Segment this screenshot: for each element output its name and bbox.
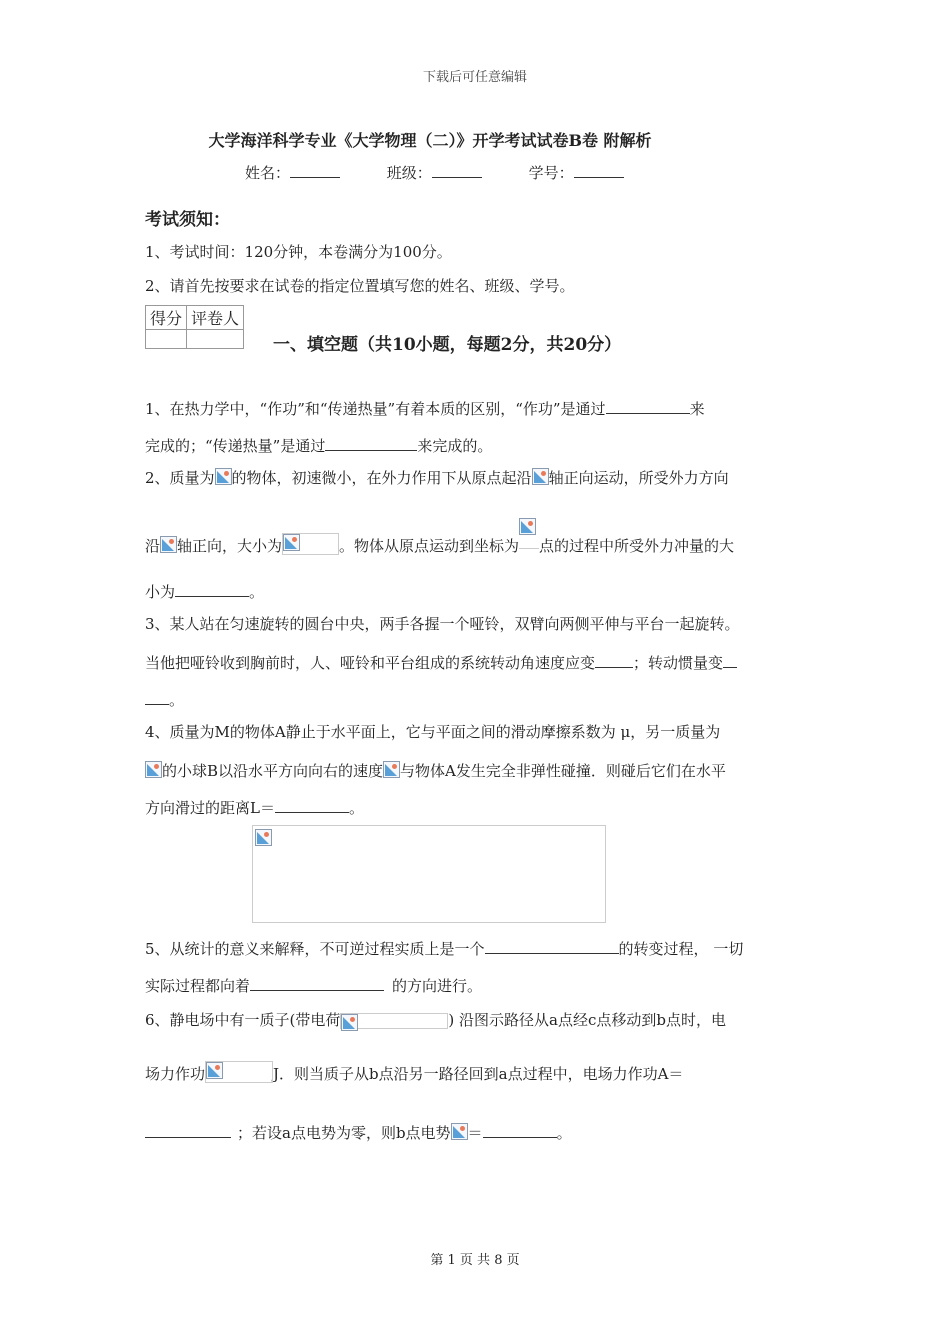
question-4-line-1: 4、质量为M的物体A静止于水平面上，它与平面之间的滑动摩擦系数为 μ，另一质量为 xyxy=(145,723,721,741)
q2-text: 点的过程中所受外力冲量的大 xyxy=(539,537,735,555)
q6-text: J．则当质子从b点沿另一路径回到a点过程中，电场力作功A＝ xyxy=(273,1065,684,1083)
grader-header: 评卷人 xyxy=(187,306,244,330)
question-2-line-2 xyxy=(145,526,734,556)
broken-image-icon xyxy=(519,518,536,535)
axis-image-icon xyxy=(160,536,177,553)
q6-text: ) 沿图示路径从a点经c点移动到b点时，电 xyxy=(448,1011,726,1029)
section-title: 一、填空题（共10小题，每题2分，共20分） xyxy=(273,335,622,355)
q6-blank-2[interactable] xyxy=(483,1121,557,1138)
q1-text: 来完成的。 xyxy=(417,437,493,455)
notice-title: 考试须知： xyxy=(145,210,230,230)
id-blank[interactable] xyxy=(574,161,624,178)
q6-text: ＝ xyxy=(467,1124,483,1142)
broken-image-icon xyxy=(341,1014,358,1031)
name-label: 姓名： xyxy=(245,164,291,182)
q6-blank-1[interactable] xyxy=(145,1121,231,1138)
page-header: 下载后可任意编辑 xyxy=(422,70,527,85)
question-4-figure xyxy=(252,825,606,923)
q4-text: 与物体A发生完全非弹性碰撞．则碰后它们在水平 xyxy=(400,762,726,780)
notice-item-2: 2、请首先按要求在试卷的指定位置填写您的姓名、班级、学号。 xyxy=(145,277,575,295)
question-4-line-2 xyxy=(145,760,726,781)
student-info-line xyxy=(245,161,666,183)
q6-text: 。 xyxy=(556,1124,572,1142)
q3-text: ；转动惯量变 xyxy=(633,654,724,672)
axis-image-icon xyxy=(532,468,549,485)
question-6-line-1 xyxy=(145,1009,726,1030)
question-3-line-2 xyxy=(145,651,737,673)
broken-image-icon xyxy=(283,534,300,551)
work-formula-image xyxy=(205,1061,273,1083)
q2-blank[interactable] xyxy=(175,580,249,597)
q6-text: ；若设a点电势为零，则b点电势 xyxy=(237,1124,451,1142)
mass-image-icon xyxy=(215,468,232,485)
q1-blank-2[interactable] xyxy=(325,434,417,451)
q6-text: 6、静电场中有一质子(带电荷 xyxy=(145,1011,341,1029)
id-field[interactable] xyxy=(529,161,624,183)
q3-text: 当他把哑铃收到胸前时，人、哑铃和平台组成的系统转动角速度应变 xyxy=(145,654,596,672)
velocity-image-icon xyxy=(383,761,400,778)
q1-text: 来 xyxy=(689,400,705,418)
exam-title: 大学海洋科学专业《大学物理（二）》开学考试试卷B卷 附解析 xyxy=(208,131,652,150)
q5-blank-1[interactable] xyxy=(485,937,619,954)
question-1-line-2 xyxy=(145,434,492,456)
q2-text: 。物体从原点运动到坐标为 xyxy=(339,537,520,555)
charge-formula-image xyxy=(340,1013,448,1029)
q1-text: 1、在热力学中，“作功”和“传递热量”有着本质的区别，“作功”是通过 xyxy=(145,400,606,418)
q3-blank-2-cont[interactable] xyxy=(145,688,169,705)
force-formula-image xyxy=(282,533,339,555)
q2-text: 。 xyxy=(249,583,265,601)
coordinate-image xyxy=(519,526,539,549)
q1-blank-1[interactable] xyxy=(606,397,690,414)
id-label: 学号： xyxy=(528,164,574,182)
q2-text: 小为 xyxy=(145,583,176,601)
question-3-line-3 xyxy=(145,688,184,710)
question-6-line-3 xyxy=(145,1121,572,1143)
q3-blank-2[interactable] xyxy=(723,651,737,668)
score-header: 得分 xyxy=(146,306,187,330)
question-6-line-2 xyxy=(145,1061,683,1084)
page-footer: 第 1 页 共 8 页 xyxy=(430,1253,520,1268)
q2-text: 轴正向运动，所受外力方向 xyxy=(548,469,729,487)
class-blank[interactable] xyxy=(432,161,482,178)
q6-text: 场力作功 xyxy=(145,1065,206,1083)
question-4-line-3 xyxy=(145,796,364,818)
name-blank[interactable] xyxy=(290,161,340,178)
question-1-line-1 xyxy=(145,397,705,419)
score-table xyxy=(145,305,244,349)
broken-image-icon xyxy=(255,829,272,846)
question-3-line-1: 3、某人站在匀速旋转的圆台中央，两手各握一个哑铃，双臂向两侧平伸与平台一起旋转。 xyxy=(145,615,740,633)
class-field[interactable] xyxy=(387,161,482,183)
q1-text: 完成的；“传递热量”是通过 xyxy=(145,437,326,455)
question-5-line-2 xyxy=(145,974,482,996)
potential-image-icon xyxy=(451,1123,468,1140)
q4-text: 的小球B以沿水平方向向右的速度 xyxy=(162,762,384,780)
mass-m-image-icon xyxy=(145,761,162,778)
q5-text: 5、从统计的意义来解释，不可逆过程实质上是一个 xyxy=(145,940,485,958)
q2-text: 轴正向，大小为 xyxy=(177,537,283,555)
question-2-line-1 xyxy=(145,467,729,488)
q4-blank[interactable] xyxy=(275,796,349,813)
q3-text: 。 xyxy=(169,691,185,709)
grader-cell[interactable] xyxy=(187,330,244,349)
broken-image-icon xyxy=(206,1062,223,1079)
q4-text: 方向滑过的距离L＝ xyxy=(145,799,275,817)
class-label: 班级： xyxy=(386,164,432,182)
notice-item-1: 1、考试时间：120分钟，本卷满分为100分。 xyxy=(145,243,452,261)
q5-text: 实际过程都向着 xyxy=(145,977,251,995)
q2-text: 的物体，初速微小，在外力作用下从原点起沿 xyxy=(231,469,532,487)
q2-text: 沿 xyxy=(145,537,161,555)
q3-blank-1[interactable] xyxy=(595,651,633,668)
question-5-line-1 xyxy=(145,937,743,959)
question-2-line-3 xyxy=(145,580,264,602)
q5-text: 的方向进行。 xyxy=(392,977,483,995)
q2-text: 2、质量为 xyxy=(145,469,215,487)
q5-blank-2[interactable] xyxy=(250,974,384,991)
name-field[interactable] xyxy=(245,161,340,183)
score-cell[interactable] xyxy=(146,330,187,349)
q5-text: 的转变过程， 一切 xyxy=(618,940,744,958)
q4-text: 。 xyxy=(348,799,364,817)
